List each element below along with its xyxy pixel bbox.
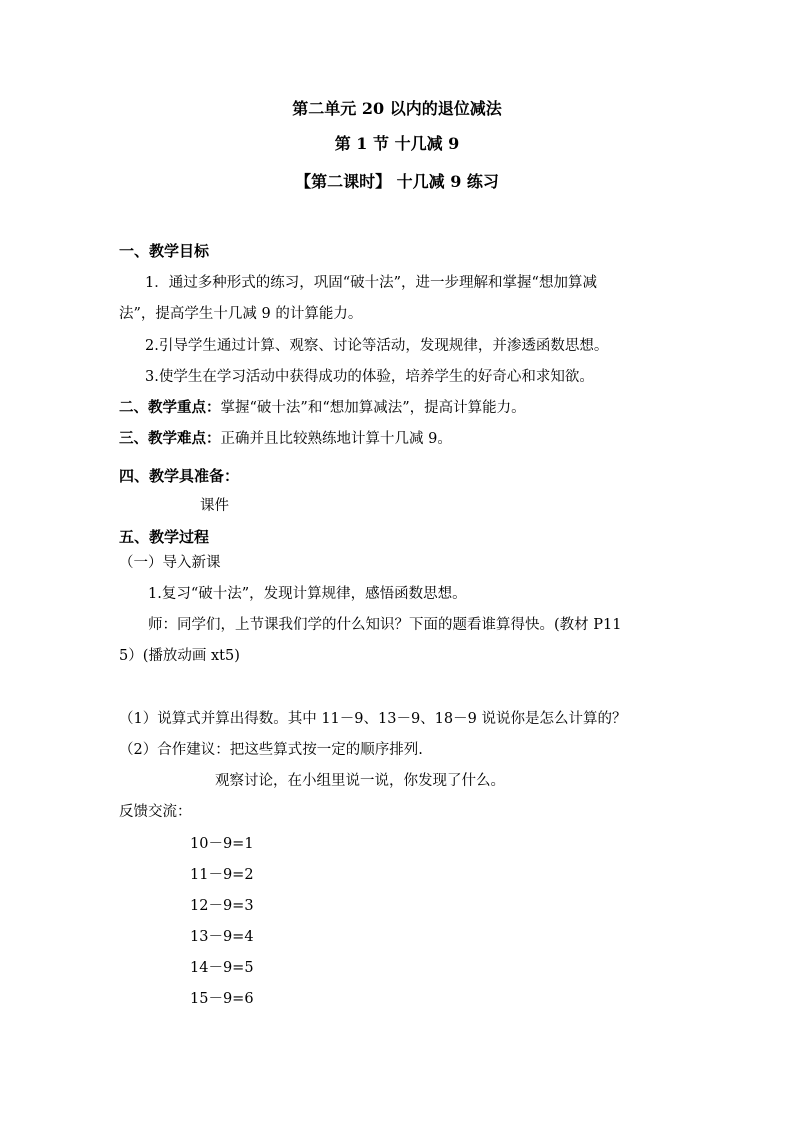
heading-difficulty: 三、教学难点： (119, 430, 221, 447)
equation: 15－9=6 (190, 991, 254, 1007)
question-2: （2）合作建议：把这些算式按一定的顺序排列. (119, 742, 423, 758)
teacher-line-2: 5）(播放动画 xt5) (119, 648, 240, 664)
lesson-title: 【第二课时】 十几减 9 练习 (295, 172, 499, 191)
difficulty-row (119, 429, 452, 449)
step-1: 1.复习“破十法”，发现计算规律，感悟函数思想。 (148, 586, 467, 602)
equation: 12－9=3 (190, 898, 254, 914)
goal-3: 3.使学生在学习活动中获得成功的体验，培养学生的好奇心和求知欲。 (145, 369, 594, 385)
goal-1-line-2: 法”，提高学生十几减 9 的计算能力。 (119, 306, 363, 322)
teacher-line-1: 师：同学们，上节课我们学的什么知识？下面的题看谁算得快。(教材 P11 (148, 617, 622, 633)
question-2-sub: 观察讨论，在小组里说一说，你发现了什么。 (215, 773, 505, 789)
equation: 10－9=1 (190, 836, 254, 852)
heading-key-points: 二、教学重点： (119, 399, 221, 416)
key-points-row (119, 398, 526, 418)
heading-materials: 四、教学具准备： (119, 467, 240, 485)
materials-text: 课件 (200, 498, 229, 514)
equation: 11－9=2 (190, 867, 254, 883)
heading-process: 五、教学过程 (119, 528, 210, 546)
unit-title: 第二单元 20 以内的退位减法 (292, 99, 502, 118)
equation: 13－9=4 (190, 929, 254, 945)
goal-1-line-1: 1．通过多种形式的练习，巩固“破十法”，进一步理解和掌握“想加算减 (145, 275, 597, 291)
heading-teaching-goals: 一、教学目标 (119, 242, 210, 260)
equation: 14－9=5 (190, 960, 254, 976)
subsection-intro: （一）导入新课 (119, 555, 221, 571)
section-title: 第 1 节 十几减 9 (334, 134, 460, 153)
question-1: （1）说算式并算出得数。其中 11－9、13－9、18－9 说说你是怎么计算的？ (119, 711, 627, 727)
key-points-text: 掌握“破十法”和“想加算减法”，提高计算能力。 (220, 400, 526, 416)
feedback-label: 反馈交流： (119, 804, 192, 820)
difficulty-text: 正确并且比较熟练地计算十几减 9。 (220, 431, 452, 447)
goal-2: 2.引导学生通过计算、观察、讨论等活动，发现规律，并渗透函数思想。 (145, 338, 609, 354)
